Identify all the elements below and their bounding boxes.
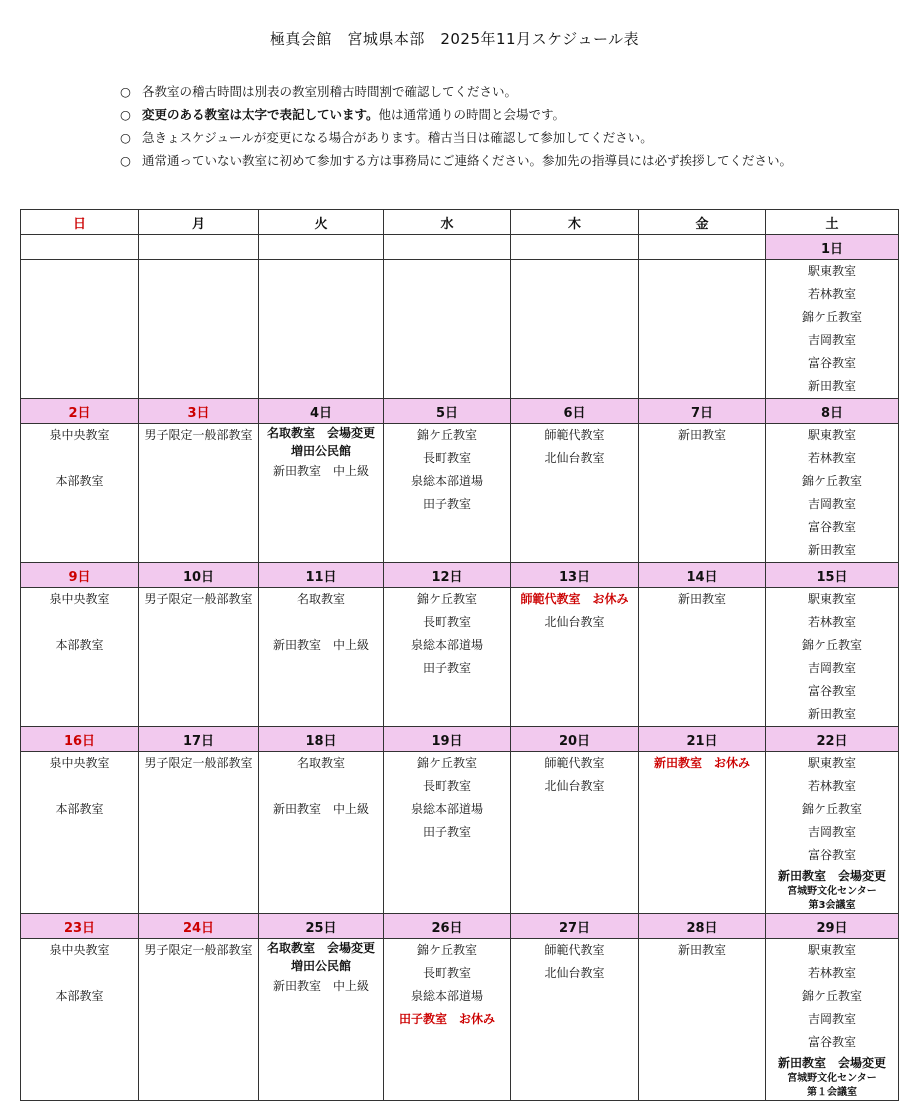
date-cell: 2日 — [21, 399, 139, 424]
weekday-wednesday: 水 — [384, 210, 511, 235]
weekday-sunday: 日 — [21, 210, 139, 235]
class-entry: 本部教室 — [55, 474, 104, 488]
class-entry: 長町教室 — [422, 615, 471, 629]
class-entry: 第１会議室 — [807, 1087, 857, 1098]
day-cell — [766, 260, 899, 399]
class-entry: 名取教室 会場変更 — [266, 941, 375, 955]
class-entry: 田子教室 お休み — [398, 1012, 495, 1026]
day-cell — [511, 939, 639, 1101]
class-entry: 吉岡教室 — [807, 1012, 856, 1026]
date-cell: 4日 — [259, 399, 384, 424]
day-cell — [384, 424, 511, 563]
date-cell: 20日 — [511, 727, 639, 752]
class-entry: 長町教室 — [422, 451, 471, 465]
date-cell: 15日 — [766, 563, 899, 588]
class-entry: 泉中央教室 — [49, 756, 110, 770]
class-entry: 本部教室 — [55, 989, 104, 1003]
note-item — [120, 80, 880, 103]
date-cell — [21, 235, 139, 260]
class-entry: 新田教室 — [677, 428, 726, 442]
weekday-monday: 月 — [139, 210, 259, 235]
class-entry: 新田教室 — [807, 543, 856, 557]
class-entry: 男子限定一般部教室 — [144, 428, 253, 442]
day-cell — [139, 588, 259, 727]
day-cell — [766, 588, 899, 727]
date-cell: 12日 — [384, 563, 511, 588]
day-cell — [139, 424, 259, 563]
class-entry: 新田教室 会場変更 — [777, 1056, 886, 1070]
class-entry: 新田教室 — [807, 707, 856, 721]
day-cell — [639, 939, 766, 1101]
class-entry: 錦ケ丘教室 — [416, 592, 477, 606]
schedule-calendar — [20, 209, 899, 1101]
class-entry: 男子限定一般部教室 — [144, 756, 253, 770]
class-entry: 田子教室 — [422, 497, 471, 511]
date-cell: 18日 — [259, 727, 384, 752]
class-entry: 泉総本部道場 — [410, 802, 483, 816]
class-entry: 新田教室 — [677, 943, 726, 957]
class-entry: 新田教室 中上級 — [272, 464, 369, 478]
weekday-saturday: 土 — [766, 210, 899, 235]
page-title: 極真会館 宮城県本部 2025年11月スケジュール表 — [269, 30, 640, 48]
weekday-tuesday: 火 — [259, 210, 384, 235]
class-entry: 本部教室 — [55, 638, 104, 652]
class-entry: 泉中央教室 — [49, 943, 110, 957]
class-entry: 田子教室 — [422, 825, 471, 839]
note-text: 通常通っていない教室に初めて参加する方は事務局にご連絡ください。参加先の指導員には必ず挨拶してください。 — [142, 153, 793, 168]
class-entry: 田子教室 — [422, 661, 471, 675]
class-entry: 若林教室 — [807, 779, 856, 793]
date-cell: 10日 — [139, 563, 259, 588]
date-cell: 7日 — [639, 399, 766, 424]
date-cell: 27日 — [511, 914, 639, 939]
class-entry: 宮城野文化センター — [787, 886, 877, 897]
date-cell: 13日 — [511, 563, 639, 588]
classes-row — [21, 260, 899, 399]
class-entry: 駅東教室 — [807, 428, 856, 442]
class-entry: 錦ケ丘教室 — [801, 989, 862, 1003]
date-cell: 26日 — [384, 914, 511, 939]
class-entry: 新田教室 — [677, 592, 726, 606]
date-cell: 3日 — [139, 399, 259, 424]
day-cell — [511, 588, 639, 727]
class-entry: 吉岡教室 — [807, 825, 856, 839]
class-entry: 若林教室 — [807, 966, 856, 980]
weekday-thursday: 木 — [511, 210, 639, 235]
class-entry: 増田公民館 — [290, 444, 351, 458]
circle-bullet-icon: ○ — [120, 107, 131, 122]
date-cell: 9日 — [21, 563, 139, 588]
circle-bullet-icon: ○ — [120, 153, 131, 168]
class-entry: 駅東教室 — [807, 756, 856, 770]
date-cell: 11日 — [259, 563, 384, 588]
day-cell — [259, 424, 384, 563]
day-cell — [511, 260, 639, 399]
class-entry: 富谷教室 — [807, 1035, 856, 1049]
class-entry: 名取教室 — [296, 592, 345, 606]
day-cell — [511, 424, 639, 563]
day-cell — [259, 939, 384, 1101]
class-entry: 師範代教室 — [544, 756, 605, 770]
class-entry: 男子限定一般部教室 — [144, 943, 253, 957]
day-cell — [139, 260, 259, 399]
note-text: 他は通常通りの時間と会場です。 — [378, 107, 566, 122]
class-entry: 若林教室 — [807, 451, 856, 465]
class-entry: 師範代教室 お休み — [520, 592, 629, 606]
date-cell: 28日 — [639, 914, 766, 939]
date-cell: 25日 — [259, 914, 384, 939]
day-cell — [384, 939, 511, 1101]
date-cell — [511, 235, 639, 260]
class-entry: 師範代教室 — [544, 943, 605, 957]
day-cell — [259, 260, 384, 399]
date-cell: 21日 — [639, 727, 766, 752]
class-entry: 錦ケ丘教室 — [801, 310, 862, 324]
class-entry: 北仙台教室 — [544, 779, 605, 793]
class-entry: 新田教室 中上級 — [272, 979, 369, 993]
date-cell — [139, 235, 259, 260]
day-cell — [639, 588, 766, 727]
class-entry: 北仙台教室 — [544, 966, 605, 980]
date-cell — [639, 235, 766, 260]
class-entry: 駅東教室 — [807, 592, 856, 606]
date-cell: 29日 — [766, 914, 899, 939]
day-cell — [259, 588, 384, 727]
day-cell — [139, 752, 259, 914]
date-cell — [259, 235, 384, 260]
day-cell — [384, 260, 511, 399]
note-item — [120, 103, 880, 126]
weekday-friday: 金 — [639, 210, 766, 235]
note-bold-text: 変更のある教室は太字で表記しています。 — [142, 107, 379, 122]
class-entry: 北仙台教室 — [544, 451, 605, 465]
date-cell: 24日 — [139, 914, 259, 939]
class-entry: 若林教室 — [807, 615, 856, 629]
class-entry: 泉総本部道場 — [410, 638, 483, 652]
day-cell — [21, 424, 139, 563]
class-entry: 富谷教室 — [807, 684, 856, 698]
date-cell: 1日 — [766, 235, 899, 260]
day-cell — [639, 752, 766, 914]
class-entry: 名取教室 会場変更 — [266, 426, 375, 440]
date-cell: 8日 — [766, 399, 899, 424]
date-cell: 16日 — [21, 727, 139, 752]
class-entry: 富谷教室 — [807, 520, 856, 534]
day-cell — [21, 752, 139, 914]
class-entry: 長町教室 — [422, 779, 471, 793]
day-cell — [384, 588, 511, 727]
class-entry: 本部教室 — [55, 802, 104, 816]
date-cell: 19日 — [384, 727, 511, 752]
class-entry: 泉中央教室 — [49, 592, 110, 606]
class-entry: 錦ケ丘教室 — [801, 474, 862, 488]
day-cell — [511, 752, 639, 914]
day-cell — [766, 752, 899, 914]
class-entry: 吉岡教室 — [807, 333, 856, 347]
day-cell — [639, 424, 766, 563]
day-cell — [259, 752, 384, 914]
class-entry: 新田教室 — [807, 379, 856, 393]
classes-row — [21, 939, 899, 1101]
class-entry: 泉中央教室 — [49, 428, 110, 442]
class-entry: 錦ケ丘教室 — [801, 802, 862, 816]
day-cell — [766, 939, 899, 1101]
date-row — [21, 235, 899, 260]
day-cell — [384, 752, 511, 914]
circle-bullet-icon: ○ — [120, 84, 131, 99]
class-entry: 新田教室 中上級 — [272, 802, 369, 816]
class-entry: 増田公民館 — [290, 959, 351, 973]
class-entry: 男子限定一般部教室 — [144, 592, 253, 606]
class-entry: 錦ケ丘教室 — [416, 756, 477, 770]
day-cell — [139, 939, 259, 1101]
date-cell: 6日 — [511, 399, 639, 424]
date-cell: 5日 — [384, 399, 511, 424]
class-entry: 新田教室 会場変更 — [777, 869, 886, 883]
day-cell — [21, 939, 139, 1101]
date-row — [21, 399, 899, 424]
date-row — [21, 563, 899, 588]
class-entry: 錦ケ丘教室 — [801, 638, 862, 652]
class-entry: 若林教室 — [807, 287, 856, 301]
date-cell: 23日 — [21, 914, 139, 939]
day-cell — [766, 424, 899, 563]
note-text: 各教室の稽古時間は別表の教室別稽古時間割で確認してください。 — [142, 84, 518, 99]
calendar-body — [21, 235, 899, 1101]
date-cell: 22日 — [766, 727, 899, 752]
class-entry: 駅東教室 — [807, 943, 856, 957]
note-item — [120, 149, 880, 172]
date-cell: 17日 — [139, 727, 259, 752]
date-row — [21, 914, 899, 939]
date-row — [21, 727, 899, 752]
date-cell: 14日 — [639, 563, 766, 588]
class-entry: 富谷教室 — [807, 356, 856, 370]
class-entry: 駅東教室 — [807, 264, 856, 278]
class-entry: 名取教室 — [296, 756, 345, 770]
class-entry: 泉総本部道場 — [410, 989, 483, 1003]
classes-row — [21, 752, 899, 914]
circle-bullet-icon: ○ — [120, 130, 131, 145]
note-item — [120, 126, 880, 149]
class-entry: 新田教室 お休み — [653, 756, 750, 770]
classes-row — [21, 424, 899, 563]
class-entry: 第3会議室 — [808, 900, 856, 911]
note-text: 急きょスケジュールが変更になる場合があります。稽古当日は確認して参加してください。 — [142, 130, 653, 145]
day-cell — [21, 588, 139, 727]
class-entry: 錦ケ丘教室 — [416, 428, 477, 442]
notes-list — [120, 80, 880, 172]
classes-row — [21, 588, 899, 727]
class-entry: 長町教室 — [422, 966, 471, 980]
class-entry: 北仙台教室 — [544, 615, 605, 629]
class-entry: 吉岡教室 — [807, 661, 856, 675]
class-entry: 吉岡教室 — [807, 497, 856, 511]
date-cell — [384, 235, 511, 260]
class-entry: 泉総本部道場 — [410, 474, 483, 488]
class-entry: 宮城野文化センター — [787, 1073, 877, 1084]
day-cell — [21, 260, 139, 399]
class-entry: 富谷教室 — [807, 848, 856, 862]
weekday-header-row — [21, 210, 899, 235]
class-entry: 新田教室 中上級 — [272, 638, 369, 652]
class-entry: 師範代教室 — [544, 428, 605, 442]
class-entry: 錦ケ丘教室 — [416, 943, 477, 957]
day-cell — [639, 260, 766, 399]
